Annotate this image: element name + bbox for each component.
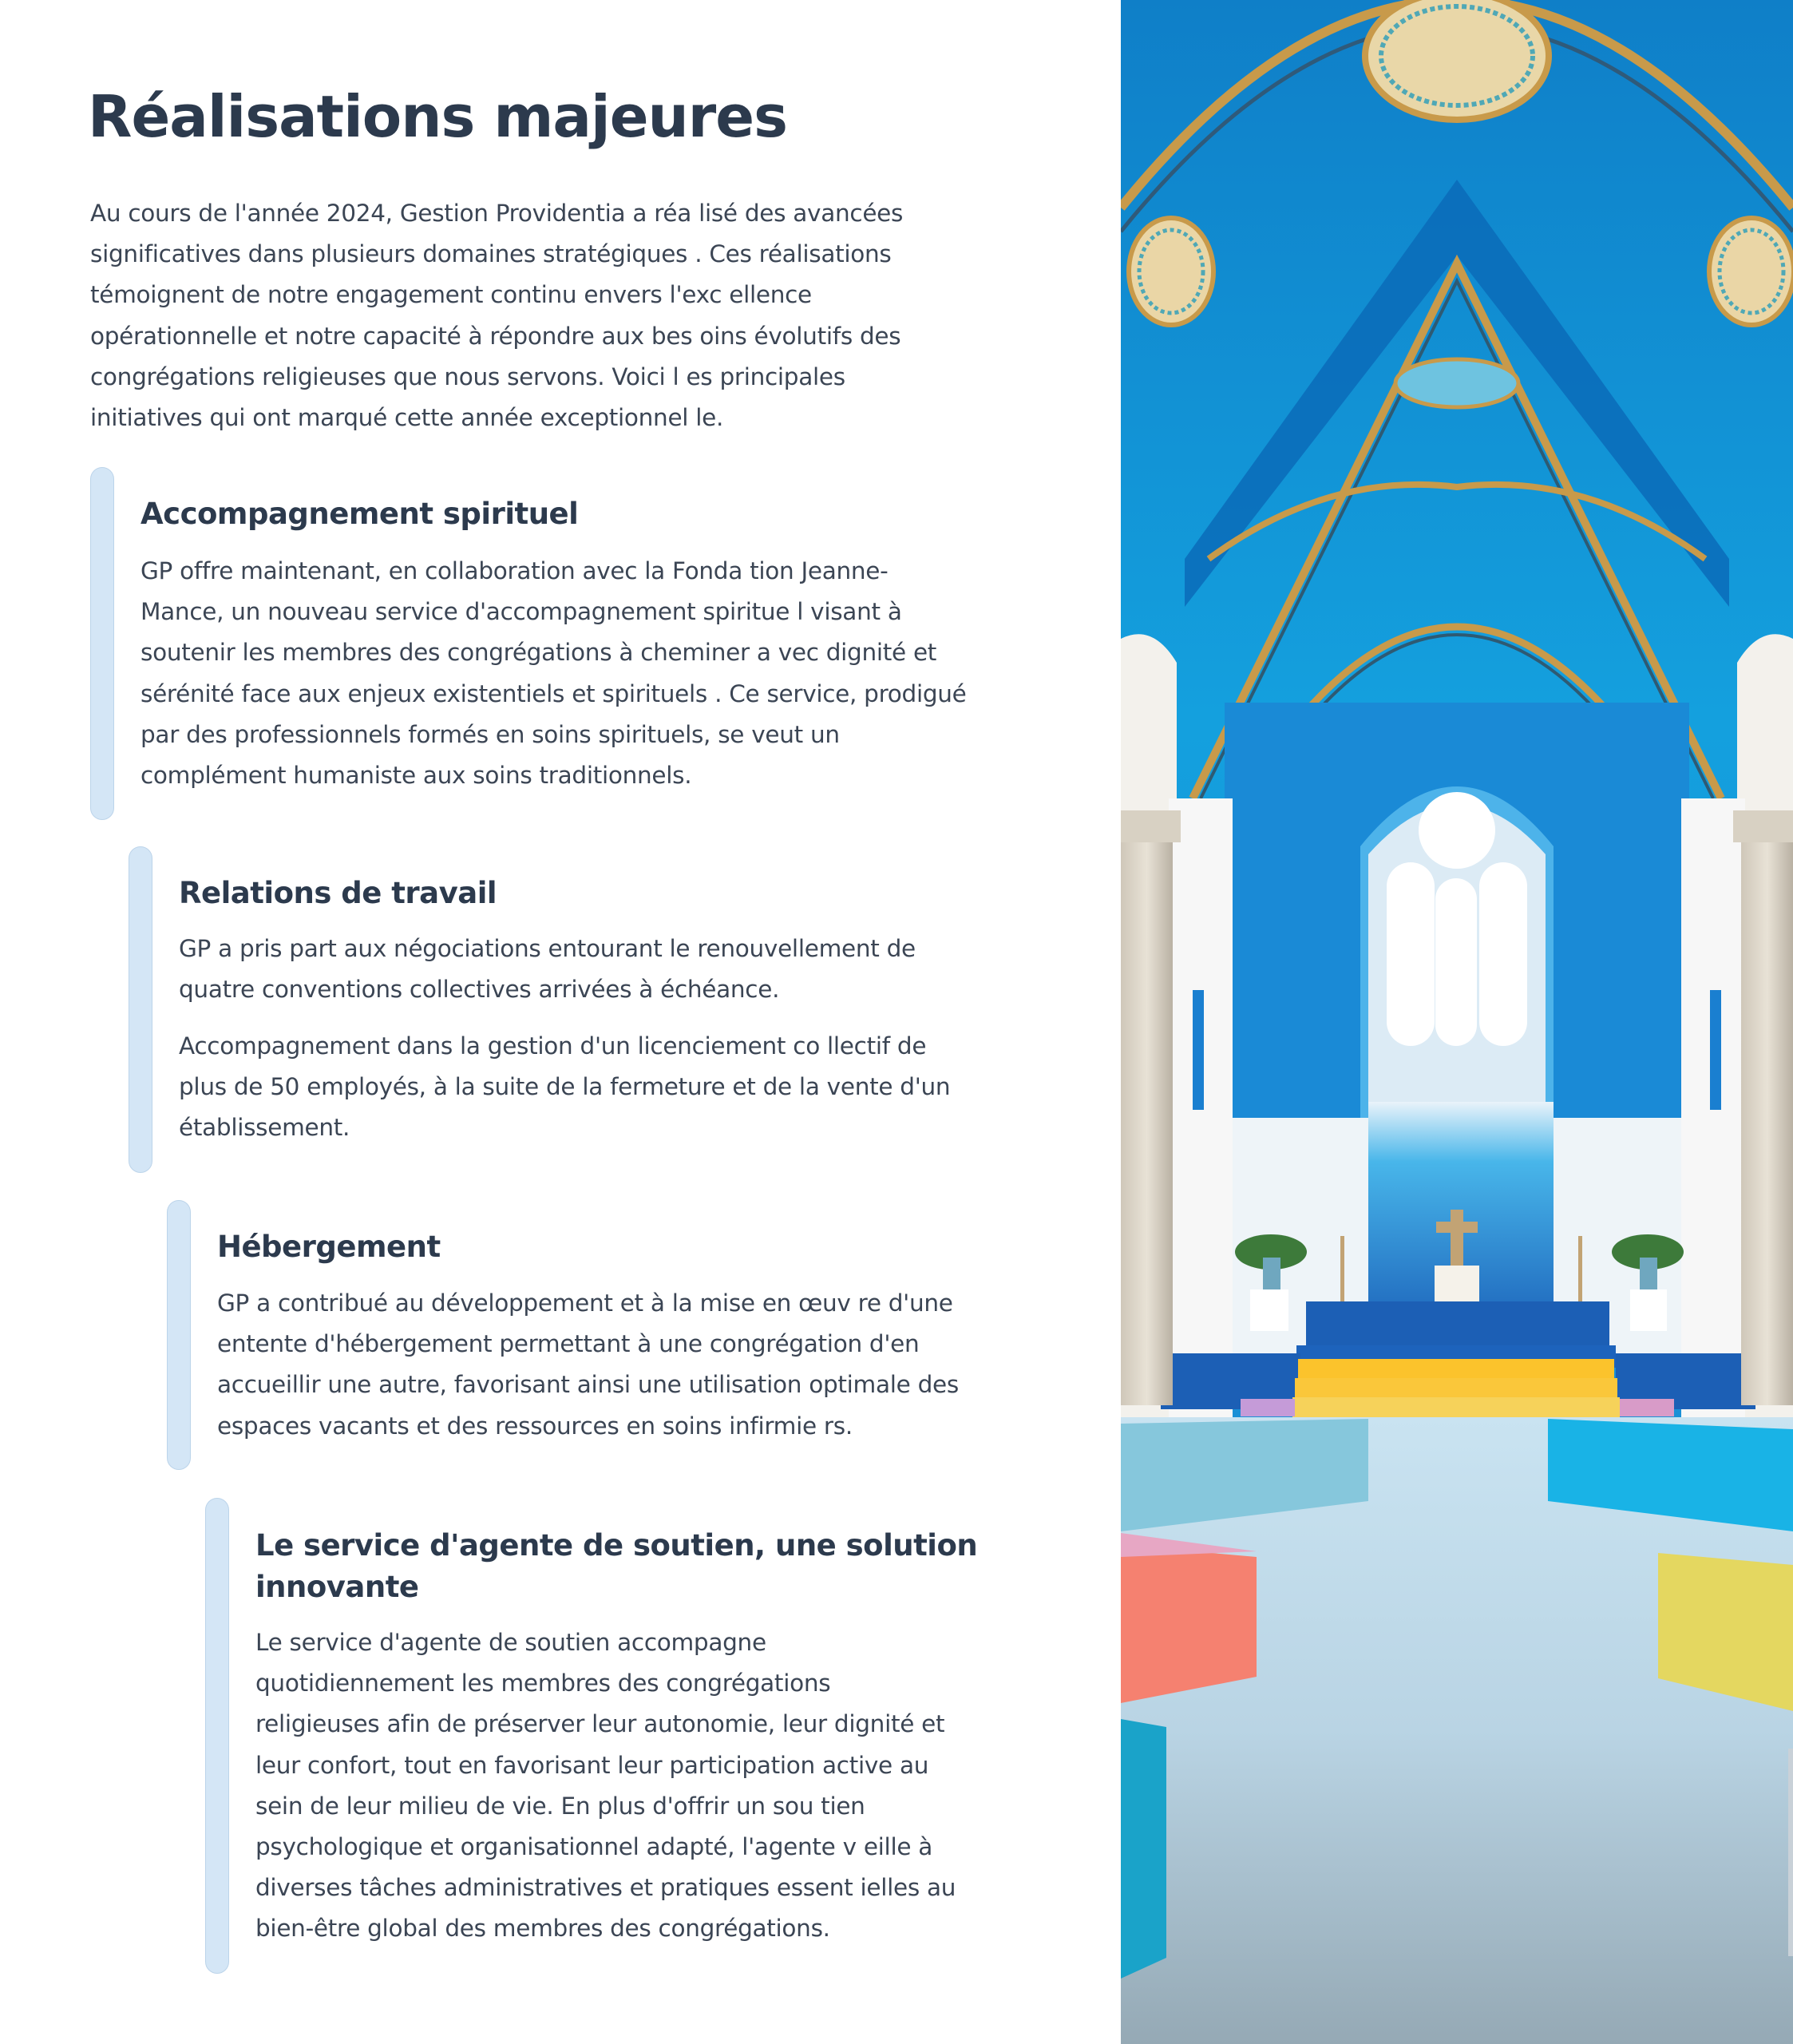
section-body bbox=[217, 1283, 959, 1447]
intro-line: significatives dans plusieurs domaines stratégiques . Ces réalisations bbox=[90, 240, 892, 268]
body-line: leur confort, tout en favorisant leur participation active au bbox=[255, 1751, 929, 1779]
section-accent-bar bbox=[129, 846, 152, 1173]
section-accent-bar bbox=[90, 467, 114, 820]
section-title-line: Accompagnement spirituel bbox=[141, 497, 579, 531]
body-line: bien-être global des membres des congrégations. bbox=[255, 1915, 830, 1943]
body-line: GP a contribué au développement et à la mise en œuv re d'une bbox=[217, 1289, 953, 1317]
body-line: GP a pris part aux négociations entourant le renouvellement de bbox=[179, 935, 916, 962]
section-title-accompagnement-spirituel bbox=[141, 493, 578, 535]
section-body bbox=[255, 1622, 956, 1950]
body-line: religieuses afin de préserver leur autonomie, leur dignité et bbox=[255, 1710, 945, 1738]
section-title-line: innovante bbox=[255, 1570, 419, 1604]
body-line: accueillir une autre, favorisant ainsi une utilisation optimale des bbox=[217, 1371, 959, 1399]
section-body bbox=[141, 551, 967, 796]
section-title-relations-de-travail bbox=[179, 873, 497, 914]
section-title-agente-de-soutien bbox=[255, 1525, 977, 1608]
intro-line: initiatives qui ont marqué cette année exceptionnel le. bbox=[90, 404, 724, 432]
section-title-line: Hébergement bbox=[217, 1230, 441, 1264]
section-body bbox=[179, 1026, 950, 1149]
body-line: espaces vacants et des ressources en soins infirmie rs. bbox=[217, 1412, 853, 1440]
body-line: sérénité face aux enjeux existentiels et spirituels . Ce service, prodigué bbox=[141, 679, 967, 707]
body-line: entente d'hébergement permettant à une congrégation d'en bbox=[217, 1330, 920, 1358]
body-line: psychologique et organisationnel adapté, l'agente v eille à bbox=[255, 1833, 933, 1861]
intro-paragraph bbox=[90, 193, 903, 438]
body-line: diverses tâches administratives et pratiques essent ielles au bbox=[255, 1874, 956, 1902]
section-accent-bar bbox=[167, 1200, 191, 1470]
body-line: sein de leur milieu de vie. En plus d'offrir un sou tien bbox=[255, 1792, 865, 1820]
body-line: plus de 50 employés, à la suite de la fermeture et de la vente d'un bbox=[179, 1073, 951, 1101]
body-line: Accompagnement dans la gestion d'un licenciement co llectif de bbox=[179, 1032, 927, 1060]
body-line: quatre conventions collectives arrivées à échéance. bbox=[179, 976, 780, 1004]
intro-line: Au cours de l'année 2024, Gestion Providentia a réa lisé des avancées bbox=[90, 200, 904, 227]
intro-line: témoignent de notre engagement continu envers l'exc ellence bbox=[90, 281, 812, 309]
section-accent-bar bbox=[205, 1498, 229, 1974]
body-line: par des professionnels formés en soins spirituels, se veut un bbox=[141, 720, 840, 748]
body-line: GP offre maintenant, en collaboration avec la Fonda tion Jeanne- bbox=[141, 557, 889, 584]
page-title: Réalisations majeures bbox=[88, 83, 787, 150]
section-title-hebergement bbox=[217, 1226, 441, 1268]
body-line: Mance, un nouveau service d'accompagnement spiritue l visant à bbox=[141, 598, 902, 626]
body-line: établissement. bbox=[179, 1114, 350, 1142]
intro-line: congrégations religieuses que nous servons. Voici l es principales bbox=[90, 362, 845, 390]
section-title-line: Le service d'agente de soutien, une solution bbox=[255, 1528, 978, 1563]
body-line: quotidiennement les membres des congrégations bbox=[255, 1670, 831, 1697]
body-line: Le service d'agente de soutien accompagne bbox=[255, 1629, 766, 1656]
church-interior-photo bbox=[1121, 0, 1793, 2044]
intro-line: opérationnelle et notre capacité à répondre aux bes oins évolutifs des bbox=[90, 322, 901, 350]
body-line: soutenir les membres des congrégations à cheminer a vec dignité et bbox=[141, 639, 937, 667]
body-line: complément humaniste aux soins traditionnels. bbox=[141, 762, 692, 790]
section-title-line: Relations de travail bbox=[179, 876, 497, 910]
section-body bbox=[179, 929, 916, 1010]
